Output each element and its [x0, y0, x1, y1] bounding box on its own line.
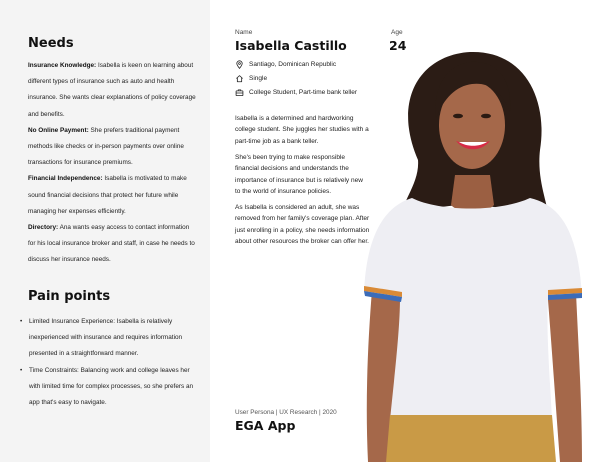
need-label: No Online Payment: [28, 126, 89, 134]
need-text: She prefers traditional payment methods like checks or in-person payments over online transactions for insurance premiums. [28, 126, 184, 167]
need-item [28, 220, 198, 269]
pants [386, 415, 556, 462]
status-row [235, 74, 267, 83]
need-item [28, 123, 198, 172]
status-text: Single [249, 75, 268, 82]
neck [451, 175, 494, 213]
pain-points-title: Pain points [28, 289, 111, 304]
need-label: Financial Independence: [28, 175, 103, 183]
persona-name: Isabella Castillo [235, 38, 347, 53]
bio-paragraph: Isabella is a determined and hardworking college student. She juggles her studies with a part-time job as a bank teller. [235, 115, 369, 145]
persona-age: 24 [389, 38, 407, 53]
pain-points-list [20, 314, 200, 411]
left-eye [453, 114, 463, 119]
needs-list [28, 58, 198, 269]
right-eye [481, 114, 491, 119]
app-name: EGA App [235, 418, 296, 433]
need-text: Isabella is keen on learning about different types of insurance such as auto and health insurance. She wants clear explanations of policy coverage and benefits. [28, 62, 196, 118]
left-panel [0, 0, 210, 462]
map-pin-icon [235, 60, 244, 69]
need-item [28, 58, 198, 123]
pain-point-item [20, 363, 200, 412]
bio-paragraph: She's been trying to make responsible financial decisions and understands the importance of insurance but is relatively new to the world of insurance policies. [235, 154, 363, 195]
location-row [235, 60, 336, 69]
pain-point-item [20, 314, 200, 363]
occupation-row [235, 88, 357, 97]
bullet-icon: • [20, 318, 23, 325]
need-label: Directory: [28, 224, 59, 232]
name-label: Name [235, 29, 253, 36]
pain-point-text: Time Constraints: Balancing work and college leaves her with limited time for complex processes, so she prefers an app that's easy to navigate. [29, 366, 194, 407]
location-text: Santiago, Dominican Republic [249, 61, 337, 68]
need-text: Isabella is motivated to make sound financial decisions that protect her future while managing her expenses efficiently. [28, 175, 187, 215]
bullet-icon: • [20, 366, 23, 374]
home-icon [235, 74, 244, 83]
age-label: Age [391, 29, 403, 36]
bio-paragraph: As Isabella is considered an adult, she was removed from her family's coverage plan. After just enrolling in a policy, she needs information about other resources the broker can offer her. [235, 204, 370, 245]
briefcase-icon [235, 88, 244, 97]
occupation-text: College Student, Part-time bank teller [249, 89, 358, 96]
needs-title: Needs [28, 36, 74, 51]
pain-point-text: Limited Insurance Experience: Isabella is relatively inexperienced with insurance and requires information presented in a straightforward manner. [29, 318, 183, 358]
need-item [28, 171, 198, 220]
persona-subtitle: User Persona | UX Research | 2020 [235, 409, 337, 416]
persona-photo [355, 45, 595, 462]
need-label: Insurance Knowledge: [28, 62, 97, 69]
need-text: Ana wants easy access to contact information for his local insurance broker and staff, in case he needs to discuss her insurance needs. [28, 224, 195, 264]
